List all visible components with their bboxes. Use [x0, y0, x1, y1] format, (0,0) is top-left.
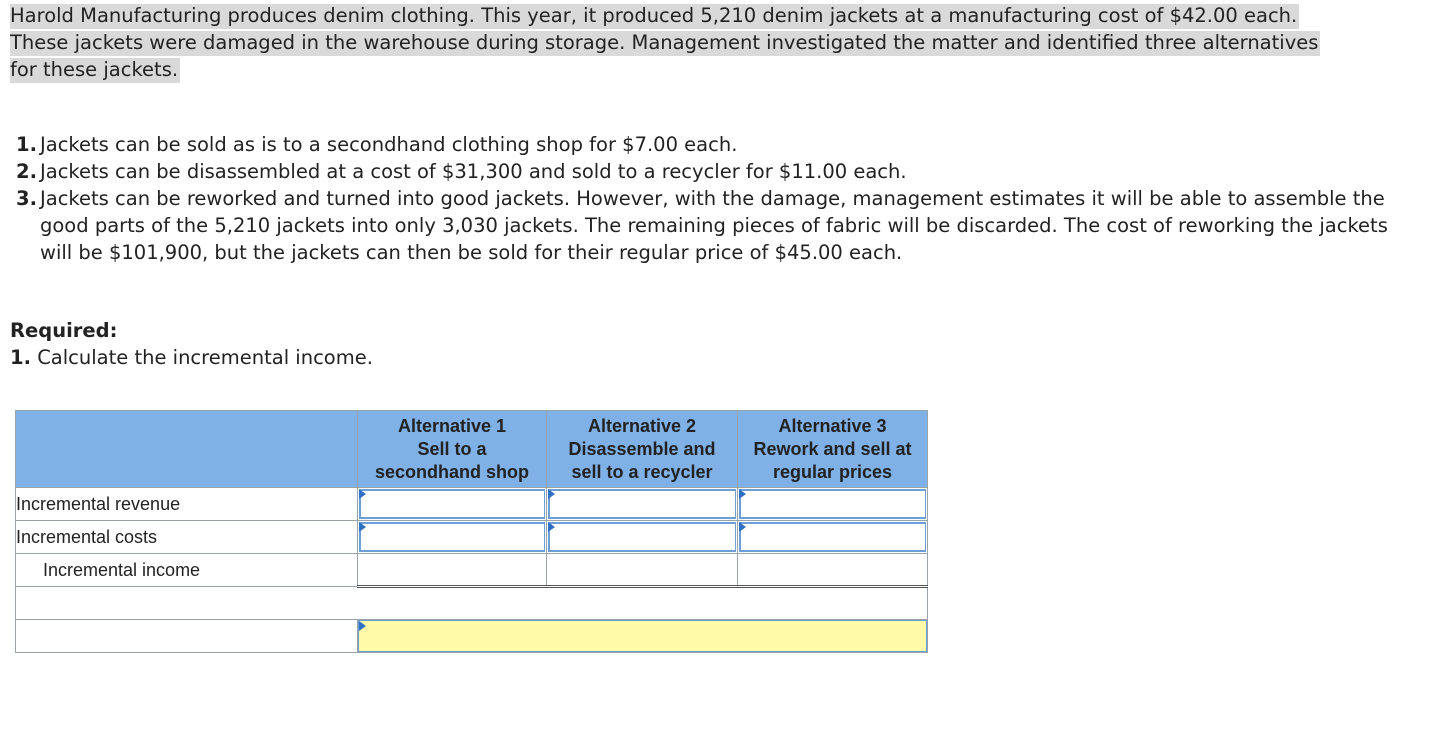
input-box[interactable]: [358, 620, 927, 652]
alternative-number: 1.: [16, 133, 37, 156]
input-marker-icon: [739, 489, 746, 499]
answer-input[interactable]: [358, 620, 928, 653]
header-line: Disassemble and: [568, 438, 716, 459]
input-marker-icon: [359, 522, 366, 532]
revenue-alt2-input[interactable]: [547, 488, 738, 521]
costs-alt2-input[interactable]: [547, 521, 738, 554]
header-alternative-2: [547, 411, 738, 488]
required-item-number: 1.: [10, 346, 31, 369]
input-box[interactable]: [548, 522, 736, 552]
required-item-text: Calculate the incremental income.: [37, 346, 373, 369]
header-line: Alternative 2: [587, 415, 697, 436]
table-header-row: [16, 411, 928, 488]
table-row-revenue: [16, 488, 928, 521]
header-line: regular prices: [772, 461, 893, 482]
header-alternative-1: [358, 411, 547, 488]
input-marker-icon: [548, 522, 555, 532]
alternative-text: Jackets can be disassembled at a cost of $31,300 and sold to a recycler for $11.00 each.: [40, 160, 907, 183]
alternative-item-2: [16, 158, 1416, 185]
alternative-number: 3.: [16, 187, 37, 210]
header-alternative-3: [738, 411, 928, 488]
row-label-costs: Incremental costs: [16, 521, 358, 554]
required-heading: Required:: [10, 319, 118, 342]
blank-row-cell: [16, 587, 928, 620]
row-label-revenue: Incremental revenue: [16, 488, 358, 521]
required-item: [10, 344, 373, 371]
input-marker-icon: [739, 522, 746, 532]
header-line: Rework and sell at: [753, 438, 912, 459]
alternatives-list: [16, 131, 1416, 266]
header-line: Alternative 1: [397, 415, 507, 436]
revenue-alt3-input[interactable]: [738, 488, 928, 521]
header-line: secondhand shop: [374, 461, 529, 482]
input-marker-icon: [359, 489, 366, 499]
input-box[interactable]: [548, 489, 736, 519]
table-row-answer: [16, 620, 928, 653]
input-box[interactable]: [359, 522, 545, 552]
answer-label-cell: [16, 620, 358, 653]
costs-alt3-input[interactable]: [738, 521, 928, 554]
alternative-text: Jackets can be sold as is to a secondhand clothing shop for $7.00 each.: [40, 133, 738, 156]
table-row-blank: [16, 587, 928, 620]
table-row-costs: [16, 521, 928, 554]
alternative-item-3: [16, 185, 1416, 266]
income-alt2-cell: [547, 554, 738, 587]
income-alt3-cell: [738, 554, 928, 587]
intro-line-1: Harold Manufacturing produces denim clothing. This year, it produced 5,210 denim jackets at a manufacturing cost of $42.00 each.: [10, 4, 1298, 27]
alternative-number: 2.: [16, 160, 37, 183]
incremental-income-table: [15, 410, 928, 653]
intro-line-2: These jackets were damaged in the warehouse during storage. Management investigated the matter and identified three alternatives: [10, 31, 1319, 54]
input-box[interactable]: [739, 489, 926, 519]
income-alt1-cell: [358, 554, 547, 587]
input-box[interactable]: [739, 522, 926, 552]
table-row-income: [16, 554, 928, 587]
input-marker-icon: [548, 489, 555, 499]
revenue-alt1-input[interactable]: [358, 488, 547, 521]
alternative-item-1: [16, 131, 1416, 158]
header-line: sell to a recycler: [571, 461, 713, 482]
input-marker-icon: [359, 621, 366, 631]
header-line: Sell to a: [417, 438, 487, 459]
costs-alt1-input[interactable]: [358, 521, 547, 554]
alternative-text: Jackets can be reworked and turned into good jackets. However, with the damage, management estimates it will be able to assemble the good parts of the 5,210 jackets into only 3,030 jackets. The remaining pieces of fabric will be discarded. The cost of reworking the jackets will be $101,900, but the jackets can then be sold for their regular price of $45.00 each.: [40, 187, 1388, 264]
required-section: [10, 317, 373, 371]
intro-line-3: for these jackets.: [10, 58, 179, 81]
problem-intro: [10, 2, 1410, 83]
header-blank: [16, 411, 358, 488]
row-label-income: Incremental income: [16, 554, 358, 587]
header-line: Alternative 3: [778, 415, 887, 436]
input-box[interactable]: [359, 489, 545, 519]
